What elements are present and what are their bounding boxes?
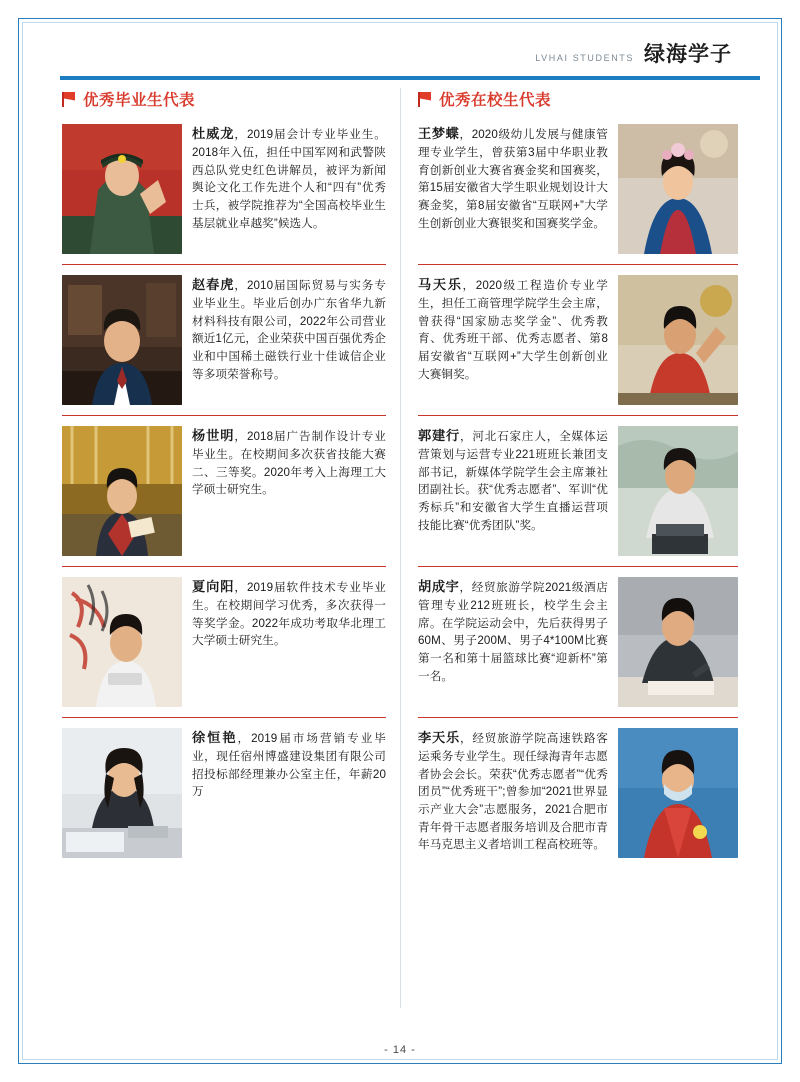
list-item-text — [418, 426, 608, 556]
male-student-writing-photo — [618, 577, 738, 707]
list-item — [418, 577, 738, 707]
person-description: ，2018届广告制作设计专业毕业生。在校期间多次获省技能大赛二、三等奖。2020年考入上海理工大学硕士研究生。 — [192, 430, 386, 497]
column-current-students — [400, 88, 738, 1038]
person-description: ，2020级幼儿发展与健康管理专业学生，曾获第3届中华职业教育创新创业大赛省赛金奖和国赛奖，第15届安徽省大学生职业规划设计大赛金奖，第8届安徽省“互联网+”大学生创新创业大赛银奖和国赛奖学金。 — [418, 128, 608, 230]
person-name: 徐恒艳 — [192, 730, 238, 745]
person-name: 王梦蝶 — [418, 126, 460, 141]
page-content — [62, 88, 738, 1038]
person-description: ，2019届会计专业毕业生。2018年入伍，担任中国军网和武警陕西总队党史红色讲解员，被评为新闻舆论文化工作先进个人和“四有”优秀士兵，被学院推荐为“全国高校毕业生基层就业卓越奖”候选人。 — [192, 128, 386, 230]
person-description: ，河北石家庄人，全媒体运营策划与运营专业221班班长兼团支部书记，新媒体学院学生会主席兼社团副社长。获“优秀志愿者”、军训“优秀标兵”和安徽省大学生直播运营项技能比赛“优秀团队”奖。 — [418, 430, 608, 532]
person-description: ，经贸旅游学院2021级酒店管理专业212班班长，校学生会主席。在学院运动会中，先后获得男子60M、男子200M、男子4*100M比赛第一名和第十届篮球比赛“迎新杯”第一名。 — [418, 581, 608, 683]
person-name: 赵春虎 — [192, 277, 235, 292]
divider — [62, 264, 386, 265]
graduates-section-title — [62, 88, 386, 110]
male-laptop-workspace-photo — [618, 426, 738, 556]
person-name: 胡成宇 — [418, 579, 460, 594]
divider — [62, 415, 386, 416]
divider — [418, 415, 738, 416]
flag-icon — [418, 92, 431, 107]
male-entrepreneur-indoor-photo — [62, 275, 182, 405]
current-students-section-title-text: 优秀在校生代表 — [439, 92, 552, 109]
person-name: 夏向阳 — [192, 579, 235, 594]
header-title-group — [535, 38, 732, 68]
person-description: ，经贸旅游学院高速铁路客运乘务专业学生。现任绿海青年志愿者协会会长。荣获“优秀志愿者”“优秀团员”“优秀班干”;曾参加“2021世界显示产业大会”志愿服务，2021合肥市青年骨干志愿者服务培训及合肥市青年马克思主义者培训工程高校班等。 — [418, 732, 608, 852]
person-description: ，2020级工程造价专业学生，担任工商管理学院学生会主席，曾获得“国家励志奖学金”、优秀教育、优秀班干部、优秀志愿者、第8届安徽省“互联网+”大学生创新创业大赛铜奖。 — [418, 279, 608, 381]
list-item-text — [192, 577, 386, 707]
list-item — [418, 275, 738, 405]
divider — [62, 566, 386, 567]
list-item-text — [418, 577, 608, 707]
person-name: 马天乐 — [418, 277, 463, 292]
flag-icon — [62, 92, 75, 107]
list-item — [418, 728, 738, 858]
person-description: ，2019届市场营销专业毕业，现任宿州博盛建设集团有限公司招投标部经理兼办公室主任，年薪20万 — [192, 732, 386, 799]
two-column-layout — [62, 88, 738, 1038]
divider — [418, 264, 738, 265]
page-header — [60, 38, 760, 82]
person-name: 郭建行 — [418, 428, 460, 443]
header-chinese-title: 绿海学子 — [644, 43, 732, 66]
list-item — [62, 728, 386, 858]
header-rule — [60, 76, 760, 80]
person-name: 李天乐 — [418, 730, 460, 745]
person-description: ，2019届软件技术专业毕业生。在校期间学习优秀，多次获得一等奖学金。2022年成功考取华北理工大学硕士研究生。 — [192, 581, 386, 648]
list-item-text — [192, 728, 386, 858]
male-soldier-salute-photo — [62, 124, 182, 254]
person-description: ，2010届国际贸易与实务专业毕业生。毕业后创办广东省华九新材料科技有限公司，2022年公司营业额近1亿元，企业荣获中国百强优秀企业和中国稀土磁铁行业十佳诚信企业等多项荣誉称号。 — [192, 279, 386, 381]
list-item-text — [418, 728, 608, 858]
list-item — [62, 426, 386, 556]
page-number: - 14 - — [384, 1044, 416, 1056]
list-item-text — [192, 426, 386, 556]
female-stage-performance-photo — [618, 124, 738, 254]
male-volunteer-salute-photo — [618, 275, 738, 405]
divider — [418, 566, 738, 567]
male-student-calligraphy-photo — [62, 577, 182, 707]
list-item — [62, 577, 386, 707]
list-item-text — [192, 275, 386, 405]
list-item-text — [418, 124, 608, 254]
person-name: 杜威龙 — [192, 126, 235, 141]
header-english-title: LVHAI STUDENTS — [535, 53, 634, 63]
list-item-text — [418, 275, 608, 405]
female-office-desk-photo — [62, 728, 182, 858]
list-item — [62, 275, 386, 405]
female-volunteer-mask-photo — [618, 728, 738, 858]
list-item-text — [192, 124, 386, 254]
graduates-section-title-text: 优秀毕业生代表 — [83, 92, 196, 109]
column-graduates — [62, 88, 400, 1038]
list-item — [418, 124, 738, 254]
male-student-certificate-photo — [62, 426, 182, 556]
list-item — [62, 124, 386, 254]
current-students-section-title — [418, 88, 738, 110]
divider — [418, 717, 738, 718]
list-item — [418, 426, 738, 556]
divider — [62, 717, 386, 718]
person-name: 杨世明 — [192, 428, 235, 443]
